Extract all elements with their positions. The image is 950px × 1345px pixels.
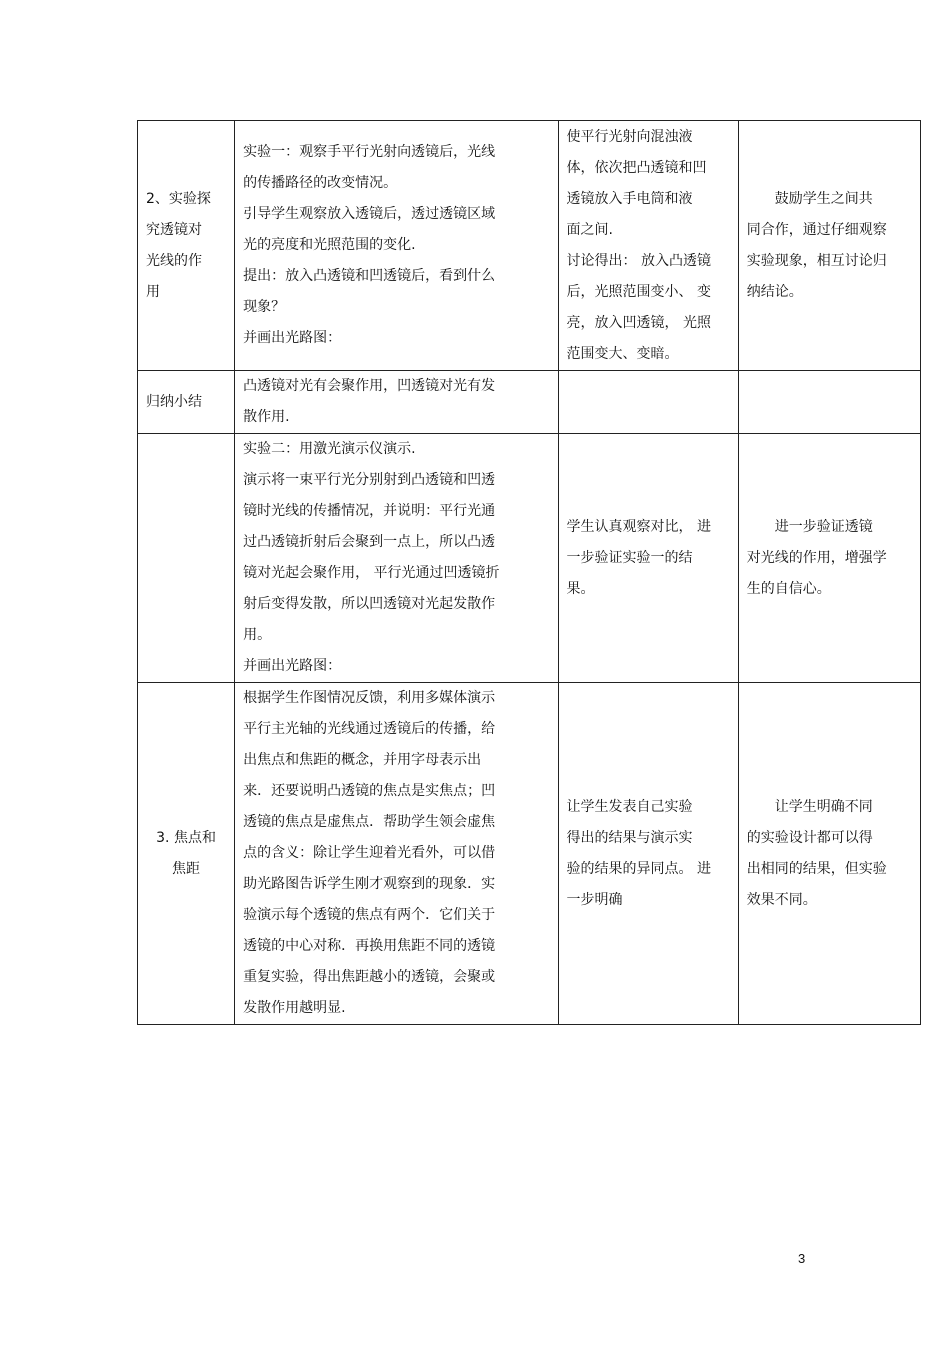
table-row — [138, 683, 921, 1025]
teacher-activity-cell: 实验二：用激光演示仪演示. 演示将一束平行光分别射到凸透镜和凹透 镜时光线的传播情况，并说明：平行光通 过凸透镜折射后会聚到一点上，所以凸透 镜对光起会聚作用， 平行光通过凹透镜折 射后变得发散，所以凹透镜对光起发散作 用。 并画出光路图： — [235, 434, 558, 683]
design-intent-cell: 进一步验证透镜 对光线的作用，增强学 生的自信心。 — [738, 434, 920, 683]
lesson-plan-table — [137, 120, 921, 1025]
student-activity-cell: 使平行光射向混浊液 体，依次把凸透镜和凹 透镜放入手电筒和液 面之间. 讨论得出： 放入凸透镜 后，光照范围变小、 变 亮，放入凹透镜， 光照 范围变大、变暗。 — [558, 121, 738, 371]
student-activity-cell — [558, 371, 738, 434]
stage-cell: 2、实验探 究透镜对 光线的作 用 — [138, 121, 235, 371]
student-activity-cell: 让学生发表自己实验 得出的结果与演示实 验的结果的异同点。 进 一步明确 — [558, 683, 738, 1025]
stage-cell — [138, 434, 235, 683]
teacher-activity-cell: 根据学生作图情况反馈，利用多媒体演示 平行主光轴的光线通过透镜后的传播，给 出焦点和焦距的概念，并用字母表示出 来．还要说明凸透镜的焦点是实焦点；凹 透镜的焦点是虚焦点．帮助学生领会虚焦 点的含义：除让学生迎着光看外，可以借 助光路图告诉学生刚才观察到的现象．实 验演示每个透镜的焦点有两个．它们关于 透镜的中心对称．再换用焦距不同的透镜 重复实验，得出焦距越小的透镜，会聚或 发散作用越明显. — [235, 683, 558, 1025]
table-row — [138, 434, 921, 683]
stage-cell: 归纳小结 — [138, 371, 235, 434]
design-intent-cell: 鼓励学生之间共 同合作，通过仔细观察 实验现象，相互讨论归 纳结论。 — [738, 121, 920, 371]
page-number: 3 — [798, 1251, 806, 1266]
teacher-activity-cell: 实验一：观察手平行光射向透镜后，光线 的传播路径的改变情况。 引导学生观察放入透镜后，透过透镜区域 光的亮度和光照范围的变化. 提出：放入凸透镜和凹透镜后，看到什么 现象？ 并画出光路图： — [235, 121, 558, 371]
design-intent-cell: 让学生明确不同 的实验设计都可以得 出相同的结果，但实验 效果不同。 — [738, 683, 920, 1025]
student-activity-cell: 学生认真观察对比， 进 一步验证实验一的结 果。 — [558, 434, 738, 683]
table-row — [138, 121, 921, 371]
teacher-activity-cell: 凸透镜对光有会聚作用，凹透镜对光有发 散作用. — [235, 371, 558, 434]
stage-cell: 3. 焦点和 焦距 — [138, 683, 235, 1025]
design-intent-cell — [738, 371, 920, 434]
table-row — [138, 371, 921, 434]
